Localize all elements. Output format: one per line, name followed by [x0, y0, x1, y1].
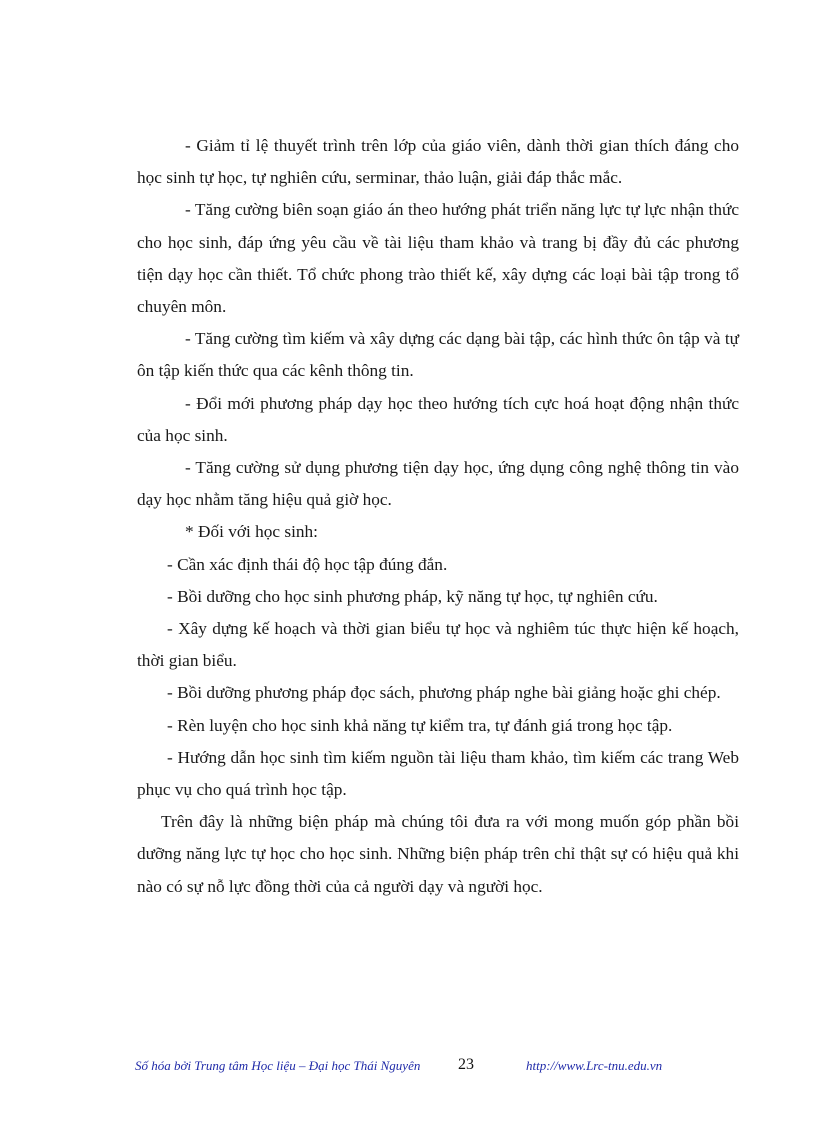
- paragraph-conclusion: Trên đây là những biện pháp mà chúng tôi đưa ra với mong muốn góp phần bồi dưỡng năng lực tự học cho học sinh. Những biện pháp trên chỉ thật sự có hiệu quả khi nào có sự nỗ lực đồng thời của cả người dạy và người học.: [137, 812, 739, 896]
- paragraph-exercise-search: - Tăng cường tìm kiếm và xây dựng các dạng bài tập, các hình thức ôn tập và tự ôn tập kiến thức qua các kênh thông tin.: [137, 329, 739, 381]
- list-item: - Hướng dẫn học sinh tìm kiếm nguồn tài liệu tham khảo, tìm kiếm các trang Web phục vụ cho quá trình học tập.: [137, 747, 739, 800]
- page-footer: [0, 1058, 816, 1078]
- paragraph-method-innovation: - Đổi mới phương pháp dạy học theo hướng tích cực hoá hoạt động nhận thức của học sinh.: [137, 393, 739, 445]
- list-item: - Bồi dưỡng phương pháp đọc sách, phương pháp nghe bài giảng hoặc ghi chép.: [167, 683, 721, 703]
- list-item: - Xây dựng kế hoạch và thời gian biểu tự học và nghiêm túc thực hiện kế hoạch, thời gian biểu.: [137, 619, 739, 671]
- page-number: 23: [458, 1056, 474, 1073]
- list-item: - Rèn luyện cho học sinh khả năng tự kiểm tra, tự đánh giá trong học tập.: [167, 715, 673, 735]
- body-text: [137, 130, 739, 903]
- list-item: - Cần xác định thái độ học tập đúng đắn.: [167, 554, 448, 574]
- footer-digitization-credit: Số hóa bởi Trung tâm Học liệu – Đại học Thái Nguyên: [135, 1058, 421, 1073]
- list-item: - Bồi dưỡng cho học sinh phương pháp, kỹ năng tự học, tự nghiên cứu.: [167, 586, 658, 606]
- paragraph-lesson-planning: - Tăng cường biên soạn giáo án theo hướng phát triển năng lực tự lực nhận thức cho học sinh, đáp ứng yêu cầu về tài liệu tham khảo và trang bị đầy đủ các phương tiện dạy học cần thiết. Tổ chức phong trào thiết kế, xây dựng các loại bài tập trong tổ chuyên môn.: [137, 200, 739, 317]
- paragraph-reduce-lecturing: - Giảm tỉ lệ thuyết trình trên lớp của giáo viên, dành thời gian thích đáng cho học sinh tự học, tự nghiên cứu, serminar, thảo luận, giải đáp thắc mắc.: [137, 136, 739, 188]
- footer-website-link[interactable]: http://www.Lrc-tnu.edu.vn: [526, 1058, 663, 1073]
- section-heading-students: * Đối với học sinh:: [185, 522, 318, 542]
- paragraph-teaching-technology: - Tăng cường sử dụng phương tiện dạy học, ứng dụng công nghệ thông tin vào dạy học nhằm tăng hiệu quả giờ học.: [137, 458, 739, 510]
